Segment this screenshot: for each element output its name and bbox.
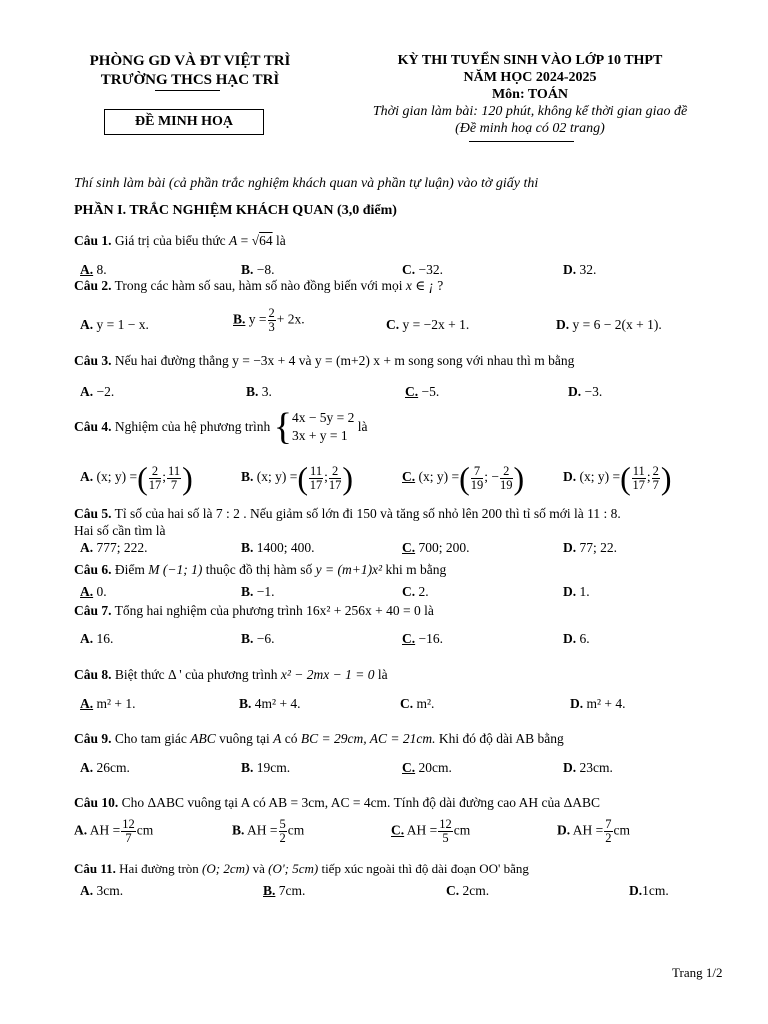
q10-option-a[interactable]: A. AH = $\frac{12}{7}$ cm — [74, 817, 154, 845]
q11-option-a[interactable]: A. 3cm. — [80, 883, 124, 898]
q5-option-d[interactable]: D. 77; 22. — [563, 540, 618, 555]
page-number: Trang 1/2 — [672, 965, 723, 980]
q1-option-c[interactable]: C. −32. — [402, 262, 443, 277]
q9-option-b[interactable]: B. 19cm. — [241, 760, 291, 775]
question-tail: là — [275, 233, 286, 248]
q8-option-b[interactable]: B. 4m² + 4. — [239, 696, 301, 711]
subject: Môn: TOÁN — [491, 87, 569, 102]
exam-title: KỲ THI TUYỂN SINH VÀO LỚP 10 THPT — [397, 53, 663, 68]
q7-option-d[interactable]: D. 6. — [563, 631, 590, 646]
q9-option-c[interactable]: C. 20cm. — [402, 760, 452, 775]
question-9: Câu 9. Cho tam giác ABC vuông tại A có BC = 29cm, AC = 21cm. Khi đó độ dài AB bằng — [74, 731, 564, 746]
school-year: NĂM HỌC 2024-2025 — [463, 70, 597, 85]
math-var: A — [229, 233, 238, 248]
q3-option-d[interactable]: D. −3. — [568, 384, 603, 399]
exam-type-badge: ĐỀ MINH HOẠ — [104, 109, 264, 135]
department-name: PHÒNG GD VÀ ĐT VIỆT TRÌ — [89, 53, 291, 69]
question-11: Câu 11. Hai đường tròn (O; 2cm) và (O'; 5cm) tiếp xúc ngoài thì độ dài đoạn OO' bằng — [74, 861, 529, 876]
fraction: $\frac{2}{3}$ — [268, 306, 275, 334]
question-label: Câu 1. — [74, 233, 112, 248]
q7-option-a[interactable]: A. 16. — [80, 631, 114, 646]
question-3: Câu 3. Nếu hai đường thẳng y = −3x + 4 và y = (m+2) x + m song song với nhau thì m bằng — [74, 353, 575, 368]
school-underline — [155, 90, 220, 91]
q10-option-d[interactable]: D. AH = $\frac{7}{2}$ cm — [557, 817, 631, 845]
q6-option-b[interactable]: B. −1. — [241, 584, 275, 599]
q5-option-b[interactable]: B. 1400; 400. — [241, 540, 315, 555]
q2-option-b[interactable]: B. y = $\frac{2}{3}$ + 2x. — [233, 306, 305, 334]
q7-option-b[interactable]: B. −6. — [241, 631, 275, 646]
header-right-underline — [469, 141, 574, 142]
page-count-note: (Đề minh hoạ có 02 trang) — [455, 121, 605, 136]
q4-option-c[interactable]: C. (x; y) =( $\frac{7}{19}$ ; − $\frac{2}{19}$ ) — [402, 460, 525, 496]
question-5-line2: Hai số cần tìm là — [74, 523, 166, 538]
section-title: PHẦN I. TRẮC NGHIỆM KHÁCH QUAN (3,0 điểm) — [74, 203, 397, 218]
school-name: TRƯỜNG THCS HẠC TRÌ — [100, 72, 280, 88]
q6-option-d[interactable]: D. 1. — [563, 584, 590, 599]
q9-option-d[interactable]: D. 23cm. — [563, 760, 613, 775]
math-radicand: 64 — [259, 233, 273, 248]
left-brace: { — [273, 406, 292, 448]
q6-option-a[interactable]: A. 0. — [80, 584, 107, 599]
question-10: Câu 10. Cho ΔABC vuông tại A có AB = 3cm, AC = 4cm. Tính độ dài đường cao AH của ΔABC — [74, 795, 601, 810]
q2-option-a[interactable]: A. y = 1 − x. — [80, 317, 149, 332]
q3-option-c[interactable]: C. −5. — [405, 384, 440, 399]
q1-option-d[interactable]: D. 32. — [563, 262, 597, 277]
q3-option-b[interactable]: B. 3. — [246, 384, 272, 399]
question-5: Câu 5. Tỉ số của hai số là 7 : 2 . Nếu giảm số lớn đi 150 và tăng số nhỏ lên 200 thì tỉ số mới là 11 : 8. — [74, 506, 621, 521]
q5-option-c[interactable]: C. 700; 200. — [402, 540, 470, 555]
q11-option-c[interactable]: C. 2cm. — [446, 883, 490, 898]
question-4: Câu 4. Nghiệm của hệ phương trình { 4x − 5y = 2 3x + y = 1 là — [74, 406, 368, 448]
q5-option-a[interactable]: A. 777; 222. — [80, 540, 148, 555]
time-limit: Thời gian làm bài: 120 phút, không kể thời gian giao đề — [372, 104, 688, 119]
question-1: Câu 1. Giá trị của biểu thức A = √64 là — [74, 233, 286, 248]
question-8: Câu 8. Biệt thức Δ ' của phương trình x² − 2mx − 1 = 0 là — [74, 667, 388, 682]
q11-option-d[interactable]: D.1cm. — [629, 883, 669, 898]
q4-option-b[interactable]: B. (x; y) =( $\frac{11}{17}$ ; $\frac{2}{17}$ ) — [241, 460, 353, 496]
q9-option-a[interactable]: A. 26cm. — [80, 760, 130, 775]
q1-option-a[interactable]: A. 8. — [80, 262, 107, 277]
q1-option-b[interactable]: B. −8. — [241, 262, 275, 277]
question-6: Câu 6. Điểm M (−1; 1) thuộc đồ thị hàm số y = (m+1)x² khi m bằng — [74, 562, 447, 577]
q6-option-c[interactable]: C. 2. — [402, 584, 429, 599]
q11-option-b[interactable]: B. 7cm. — [263, 883, 306, 898]
equation-system: 4x − 5y = 2 3x + y = 1 — [291, 410, 355, 443]
q10-option-b[interactable]: B. AH = $\frac{5}{2}$ cm — [232, 817, 305, 845]
q4-option-d[interactable]: D. (x; y) =( $\frac{11}{17}$ ; $\frac{2}{7}$ ) — [563, 460, 672, 496]
q2-option-c[interactable]: C. y = −2x + 1. — [386, 317, 470, 332]
q8-option-a[interactable]: A. m² + 1. — [80, 696, 136, 711]
q4-option-a[interactable]: A. (x; y) =( $\frac{2}{17}$ ; $\frac{11}{7}$ ) — [80, 460, 193, 496]
q7-option-c[interactable]: C. −16. — [402, 631, 443, 646]
question-text: Giá trị của biểu thức — [114, 233, 226, 248]
q8-option-c[interactable]: C. m². — [400, 696, 435, 711]
instruction: Thí sinh làm bài (cả phần trắc nghiệm khách quan và phần tự luận) vào tờ giấy thi — [74, 176, 539, 191]
q2-option-d[interactable]: D. y = 6 − 2(x + 1). — [556, 317, 662, 332]
q3-option-a[interactable]: A. −2. — [80, 384, 115, 399]
q8-option-d[interactable]: D. m² + 4. — [570, 696, 626, 711]
question-7: Câu 7. Tổng hai nghiệm của phương trình 16x² + 256x + 40 = 0 là — [74, 603, 434, 618]
question-2: Câu 2. Trong các hàm số sau, hàm số nào đồng biến với mọi x ∈ ¡ ? — [74, 278, 444, 293]
q10-option-c[interactable]: C. AH = $\frac{12}{5}$ cm — [391, 817, 471, 845]
